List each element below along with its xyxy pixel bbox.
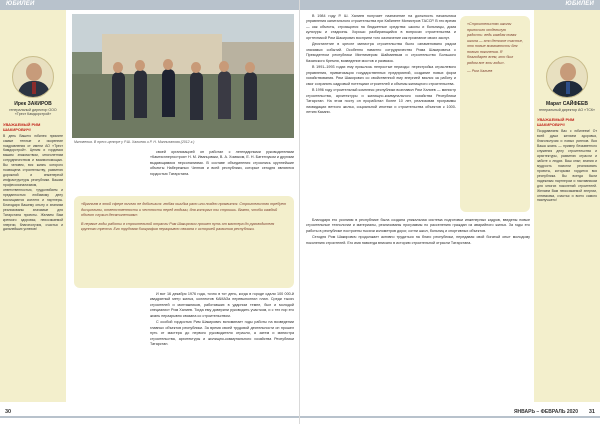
- paragraph: Десятилетие в кресле министра строительства было ознаменовано рядом значимых событий. Особенно памятно сотрудничество Рима Шакировича с Президентом республики Минтимером Шаймиевым и строительство Большого Казанского Кремля, возведение мостов и развязок.: [306, 42, 456, 63]
- portrait-photo: [546, 56, 588, 98]
- quote-text: В первые годы работы в строительной отрасли Рим Шакирович прошел путь от мастера до руководителя крупного треста. Его трудовая биография неразрывно связана с историей развития республики.: [81, 221, 275, 232]
- article-column: [150, 150, 294, 192]
- paragraph: В 1996 году строительный комплекс республики возглавил Рим Халиев — министр строительства, архитектуры и жилищно-коммунального хозяйства Республики Татарстан. На этом посту он проработал более 10 лет, реализовав программы ликвидации ветхого жилья, социальной ипотеки и строительства объектов к 1000-летию Казани.: [306, 88, 456, 114]
- greeting-sidebar: [0, 10, 66, 402]
- portrait-photo: [12, 56, 54, 98]
- quote-box: [74, 196, 294, 288]
- footer: [0, 402, 299, 424]
- quote-author: — Рим Халиев: [467, 69, 493, 74]
- article-column: [306, 14, 456, 214]
- page-number: 31: [588, 409, 595, 415]
- quote-box: [460, 16, 530, 212]
- section-title: ЮБИЛЕЙ: [6, 1, 35, 7]
- right-page: [300, 0, 600, 424]
- paragraph: Сегодня Рим Шакирович продолжает активно трудиться на благо республики, передавая свой богатый опыт молодому поколению строителей. Его имя навсегда вписано в историю строительной отрасли Татарстана.: [306, 235, 530, 245]
- person-role: генеральный директор АО «ТСК»: [538, 108, 596, 112]
- quote-text: «Строительство школы приносило отдельную радость: ведь каждая новая школа — это детское счастье, это новые возможности для нового поколения. Я благодарен всем, кто был рядом все эти годы».: [467, 22, 523, 65]
- person-name: Марат САЙФЕЕВ: [546, 101, 588, 107]
- header-bar: [300, 0, 600, 10]
- greeting-heading: УВАЖАЕМЫЙ РИМ ШАКИРОВИЧ!: [3, 121, 41, 132]
- footer: [300, 402, 600, 424]
- paragraph: своей организацией он работал с легендарными руководителями «Камгэсэнергостроя» Н. М. Иванцовым, В. А. Хомяком, Е. Н. Батенчуком и другими выдающимися персоналиями. В составе объединения строились крупнейшие объекты Набережных Челнов и всей республики, которые сегодня являются гордостью Татарстана.: [150, 150, 294, 176]
- paragraph: И вот 16 декабря 1976 года, точно в тот день, когда в городе сдали 100 000-й квадратный метр жилья, коллектив КАМАЗа перевыполнил план. Среди тысяч строителей и монтажников, работавших в ударном темпе, был и молодой специалист Рим Халиев. Тогда ему доверили руководить участком, и с тех пор его жизнь неразрывно связана со строительством.: [150, 292, 294, 318]
- header-bar: [0, 0, 299, 10]
- greeting-text: В день Вашего юбилея примите самые теплые и искренние поздравления от имени АО «Трест Камдорстрой». Ценим и гордимся вашим знакомством, многолетним сотрудничеством и взаимопомощью. Вы человек, вся жизнь которого посвящена строительству, развитию дорожной и инженерной инфраструктуры республики. Вашим профессионализмом, ответственностью, трудолюбием и преданностью любимому делу восхищаются коллеги и партнеры. Благодаря Вашему опыту и знаниям реализованы значимые для Татарстана проекты. Желаем Вам крепкого здоровья, неиссякаемой энергии, благополучия, счастья и дальнейших успехов!: [3, 133, 63, 232]
- quote-text: «Враньем в этой сфере ничего не добьешься: любая ошибка рано или поздно проявится. Строительство требует дисциплины, ответственности и честности перед людьми, для которых ты строишь. Важно, чтобы каждый объект служил десятилетиям».: [81, 202, 287, 218]
- paragraph: В 1984 году Р. Ш. Халиев получает назначение на должность начальника управления капитального строительства при Кабинете Министров ТАССР. В это время — как объекты, строящиеся на бюджетные средства: школы и больницы, дома культуры и стадионы. Хорошо разбирающийся в вопросах строительства и оргтехникой Рим Шакирович восприни того оазначение как признание своих заслуг.: [306, 14, 456, 40]
- article-photo: [72, 14, 294, 138]
- person-name: Ирек ЗАКИРОВ: [14, 101, 52, 107]
- greeting-sidebar: [534, 10, 600, 402]
- section-title: ЮБИЛЕЙ: [565, 1, 594, 7]
- paragraph: В 1991–1993 годах ему пришлось непростые периоды: перестройка отраслевого управления, приватизация государственных предприятий, создание новых форм хозяйствования. Рим Шакирович со свойственной ему энергией взялся за работу и смог сохранить кадровый потенциал строителей и объемы жилищного строительства.: [306, 65, 456, 86]
- issue-date: ЯНВАРЬ – ФЕВРАЛЬ 2020: [513, 409, 578, 415]
- greeting-heading: УВАЖАЕМЫЙ РИМ ШАКИРОВИЧ!: [537, 117, 575, 128]
- person-role: генеральный директор ООО «Трест Камдорстрой»: [9, 108, 57, 117]
- page-number: 30: [5, 409, 12, 415]
- paragraph: С особой гордостью Рим Шакирович вспоминает годы работы на возведении главных объектов республики. За время своей трудовой деятельности он прошел путь от мастера до первого руководителя отрасли, а затем и министра строительства, архитектуры и жилищно-коммунального хозяйства Республики Татарстан.: [150, 320, 294, 347]
- paragraph: Благодаря его усилиям в республике была создана уникальная система подготовки инженерных кадров, введены новые строительные технологии и материалы, реализованы программы по расселению граждан из аварийного жилья. За годы его работы в республике построены тысячи километров дорог, сотни школ, больниц и спортивных объектов.: [306, 218, 530, 233]
- greeting-text: Поздравляем Вас с юбилеем! От всей души желаем здоровья, благополучия и новых успехов. Вся Ваша жизнь — пример беззаветного служения делу строительства и архитектуры, развитию отрасли и заботе о людях. Ваш опыт, знания и мудрость помогли реализовать проекты, которыми гордится вся республика. Вы всегда были надежным партнером и наставником для многих поколений строителей. Желаем Вам неиссякаемой энергии, оптимизма, счастья и всего самого наилучшего!: [537, 129, 597, 203]
- article-column: [150, 292, 294, 400]
- article-column: [306, 218, 530, 398]
- photo-caption: Мгновения. В пресс-центре у Р.Ш. Халиева и Р. Н. Минниханова (2012 г.): [74, 140, 195, 144]
